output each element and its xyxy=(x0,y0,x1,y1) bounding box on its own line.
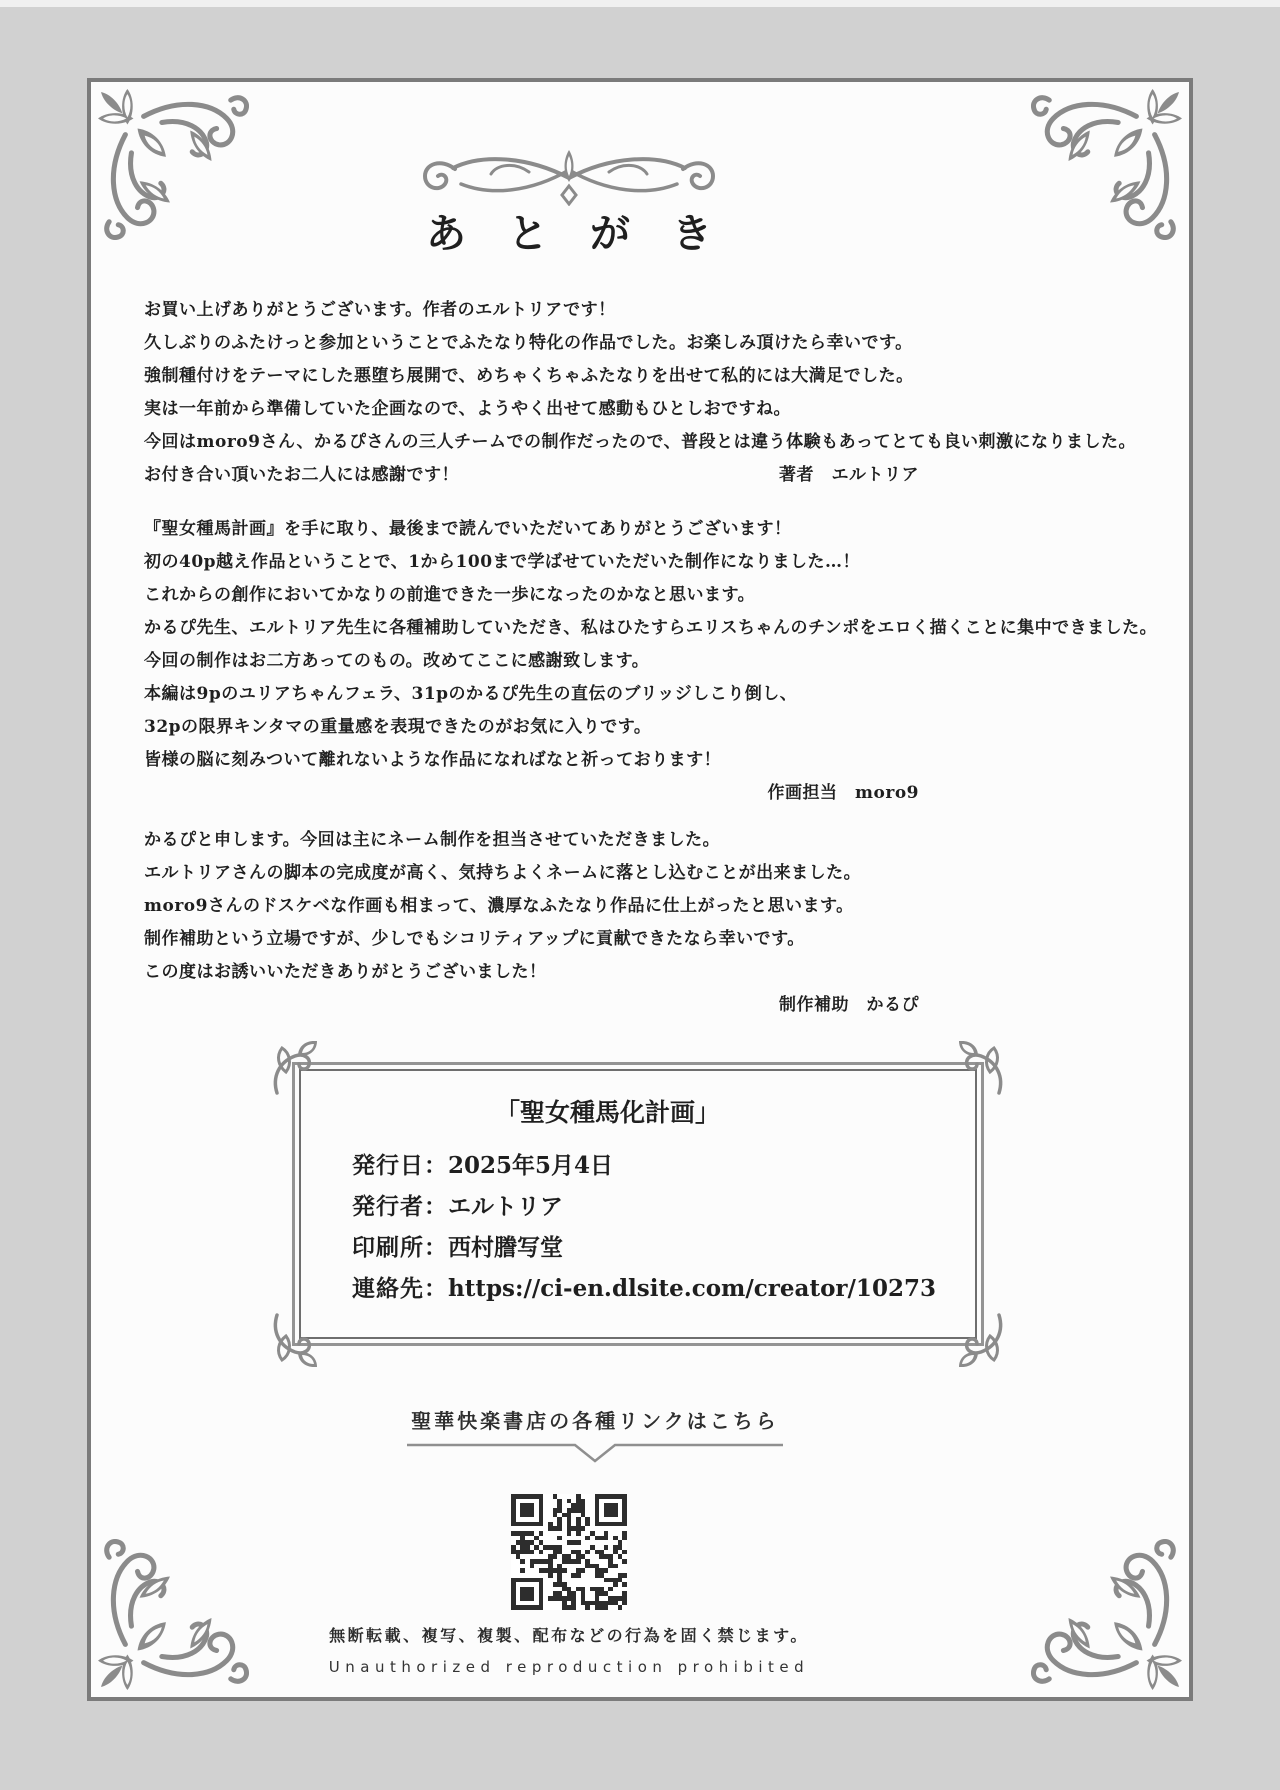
scan-edge-strip xyxy=(0,0,1280,7)
corner-flourish-bottom-right-icon xyxy=(1031,1539,1183,1691)
signature: 作画担当 moro9 xyxy=(767,783,919,803)
colophon-value: 2025年5月4日 xyxy=(448,1152,614,1179)
paragraph xyxy=(144,824,994,1022)
text-line: 皆様の脳に刻みついて離れないような作品になればなと祈っております！ xyxy=(144,750,722,770)
colophon-value: 西村謄写堂 xyxy=(448,1234,563,1261)
text-line: この度はお誘いいただきありがとうございました！ xyxy=(144,962,547,982)
text-line: お買い上げありがとうございます。作者のエルトリアです！ xyxy=(144,300,616,320)
sprout-ornament-icon xyxy=(951,1311,1007,1367)
text-line: かるぴ先生、エルトリア先生に各種補助していただき、私はひたすらエリスちゃんのチンポをエロく描くことに集中できました。 xyxy=(144,618,1158,638)
copyright-notice-jp: 無断転載、複写、複製、配布などの行為を固く禁じます。 xyxy=(329,1626,809,1645)
paragraph xyxy=(144,294,1136,492)
text-line: 本編は9pのユリアちゃんフェラ、31pのかるぴ先生の直伝のブリッジしこり倒し、 xyxy=(144,684,798,704)
colophon-value: https://ci-en.dlsite.com/creator/10273 xyxy=(448,1275,936,1302)
colophon-label: 発行日： xyxy=(352,1152,448,1179)
paragraph xyxy=(144,513,1158,810)
links-heading: 聖華快楽書店の各種リンクはこちら xyxy=(411,1409,779,1433)
text-line: 32pの限界キンタマの重量感を表現できたのがお気に入りです。 xyxy=(144,717,652,737)
text-line: 今回はmoro9さん、かるぴさんの三人チームでの制作だったので、普段とは違う体験もあってとても良い刺激になりました。 xyxy=(144,432,1136,452)
afterword-page xyxy=(87,78,1193,1701)
text-line: かるぴと申します。今回は主にネーム制作を担当させていただきました。 xyxy=(144,830,721,850)
content-column xyxy=(144,82,1158,1697)
colophon-box xyxy=(292,1062,984,1346)
sprout-ornament-icon xyxy=(269,1311,325,1367)
colophon-label: 連絡先： xyxy=(352,1275,448,1302)
signature: 制作補助 かるぴ xyxy=(779,995,919,1015)
text-line: moro9さんのドスケベな作画も相まって、濃厚なふたなり作品に仕上がったと思います。 xyxy=(144,896,854,916)
text-line: 『聖女種馬計画』を手に取り、最後まで読んでいただいてありがとうございます！ xyxy=(144,519,792,539)
text-line: 初の40p越え作品ということで、1から100まで学ばせていただいた制作になりました…！ xyxy=(144,552,861,572)
text-line: お付き合い頂いたお二人には感謝です！ xyxy=(144,465,459,485)
book-title: 「聖女種馬化計画」 xyxy=(495,1098,721,1127)
qr-code xyxy=(511,1494,627,1610)
copyright-notice-en: Unauthorized reproduction prohibited xyxy=(328,1658,810,1676)
corner-flourish-top-right-icon xyxy=(1031,88,1183,240)
text-line: 実は一年前から準備していた企画なので、ようやく出せて感動もひとしおですね。 xyxy=(144,399,791,419)
page-title: あとがき xyxy=(426,210,754,257)
text-line xyxy=(144,459,994,492)
signature: 著者 エルトリア xyxy=(779,465,919,485)
text-line: 久しぶりのふたけっと参加ということでふたなり特化の作品でした。お楽しみ頂けたら幸いです。 xyxy=(144,333,913,353)
text-line: 今回の制作はお二方あってのもの。改めてここに感謝致します。 xyxy=(144,651,650,671)
sprout-ornament-icon xyxy=(951,1041,1007,1097)
text-line: 制作補助という立場ですが、少しでもシコリティアップに貢献できたなら幸いです。 xyxy=(144,929,805,949)
colophon-label: 印刷所： xyxy=(352,1234,448,1261)
colophon-value: エルトリア xyxy=(448,1193,563,1220)
colophon-label: 発行者： xyxy=(352,1193,448,1220)
sprout-ornament-icon xyxy=(269,1041,325,1097)
colophon-inner-border xyxy=(299,1069,977,1339)
text-line: これからの創作においてかなりの前進できた一歩になったのかなと思います。 xyxy=(144,585,756,605)
links-pointer-line-icon xyxy=(405,1442,785,1464)
text-line: 強制種付けをテーマにした悪堕ち展開で、めちゃくちゃふたなりを出せて私的には大満足でした。 xyxy=(144,366,914,386)
text-line: エルトリアさんの脚本の完成度が高く、気持ちよくネームに落とし込むことが出来ました。 xyxy=(144,863,862,883)
header-flourish-divider-icon xyxy=(419,148,719,206)
